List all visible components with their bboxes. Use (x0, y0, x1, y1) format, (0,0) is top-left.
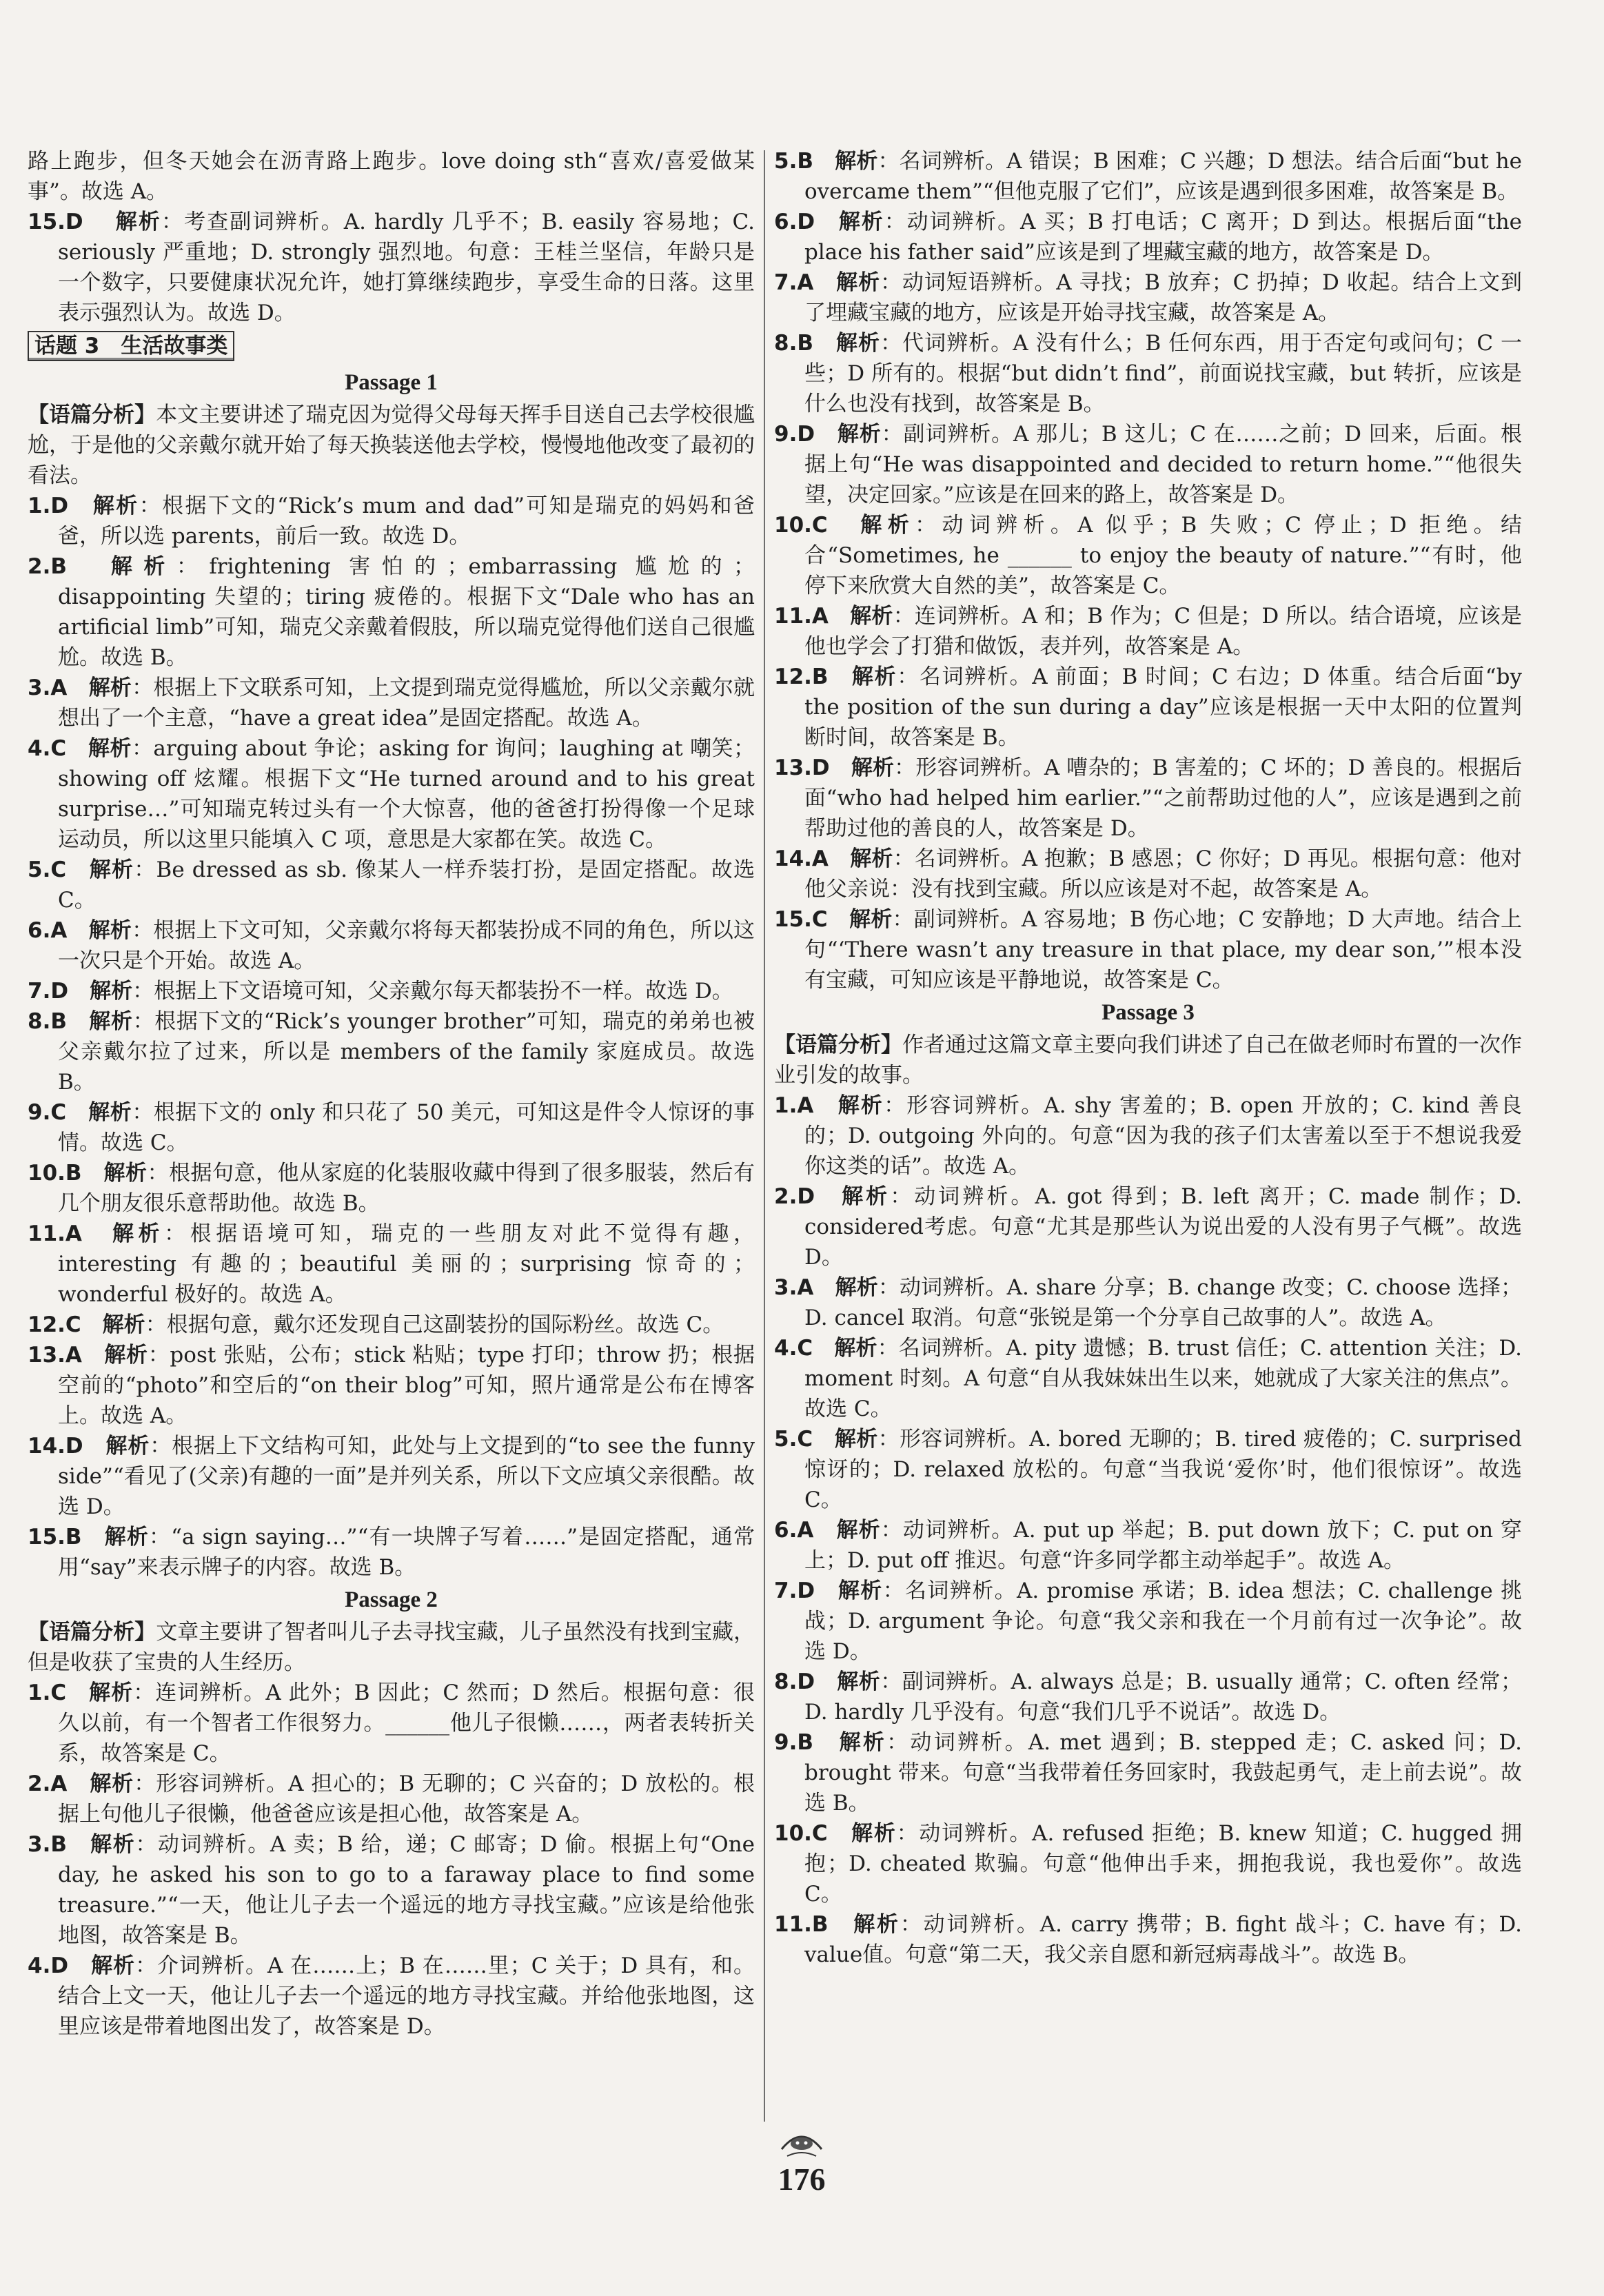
analysis-text: ：形容词辨析。A 嘈杂的；B 害羞的；C 坏的；D 善良的。根据后面“who had helped him earlier.”“之前帮助过他的人”，应该是遇到之前帮助过他的善良的人，故答案是 D。 (804, 755, 1523, 841)
analysis-label: 解析 (850, 846, 893, 871)
answer-item (28, 1431, 755, 1522)
answer-item (28, 855, 755, 915)
analysis-label: 解析 (851, 664, 897, 689)
answer-item (28, 1678, 755, 1769)
answer-item (28, 915, 755, 976)
analysis-text: ：根据下文的 only 和只花了 50 美元，可知这是件令人惊讶的事情。故选 C。 (58, 1100, 755, 1155)
analysis-body: 作者通过这篇文章主要向我们讲述了自己在做老师时布置的一次作业引发的故事。 (774, 1033, 1522, 1088)
item-number: 13.D (774, 755, 830, 780)
analysis-text: ：根据上下文联系可知，上文提到瑞克觉得尴尬，所以父亲戴尔就想出了一个主意，“have a great idea”是固定搭配。故选 A。 (58, 675, 755, 731)
item-number: 5.C (28, 857, 67, 882)
analysis-text: ：形容词辨析。A. shy 害羞的；B. open 开放的；C. kind 善良的；D. outgoing 外向的。句意“因为我的孩子们太害羞以至于不想说我爱你这类的话”。故选 A。 (804, 1093, 1522, 1179)
analysis-label: 解析 (104, 1525, 150, 1550)
analysis-label: 解析 (836, 270, 880, 295)
analysis-text: ：Be dressed as sb. 像某人一样乔装打扮，是固定搭配。故选 C。 (58, 857, 755, 913)
analysis-label: 解析 (834, 1336, 877, 1361)
analysis-text: ：动词辨析。A 似乎；B 失败；C 停止；D 拒绝。结合“Sometimes, he ______ to enjoy the beauty of nature.”“有时，他停下来欣赏大自然的美”，故答案是 C。 (804, 513, 1523, 598)
item-number: 6.D (774, 210, 815, 234)
answer-item (774, 1424, 1522, 1515)
answer-item (774, 601, 1522, 662)
analysis-label: 解析 (90, 1771, 134, 1796)
analysis-label: 解析 (91, 1953, 136, 1978)
passage-analysis (28, 400, 755, 491)
answer-item (774, 904, 1522, 995)
analysis-label: 解析 (88, 675, 132, 700)
analysis-label: 解析 (837, 1669, 881, 1694)
item-number: 2.D (774, 1184, 815, 1209)
analysis-text: ：根据上下文语境可知，父亲戴尔每天都装扮不一样。故选 D。 (132, 979, 733, 1004)
analysis-text: ：“a sign saying…”“有一块牌子写着……”是固定搭配，通常用“say”来表示牌子的内容。故选 B。 (58, 1525, 755, 1580)
answer-item (28, 976, 755, 1006)
item-number: 9.C (28, 1100, 67, 1125)
analysis-label: 解析 (90, 979, 133, 1004)
item-number: 8.B (28, 1009, 67, 1034)
analysis-label: 解析 (115, 210, 161, 234)
analysis-text: ：动词辨析。A 买；B 打电话；C 离开；D 到达。根据后面“the place his father said”应该是到了埋藏宝藏的地方，故答案是 D。 (804, 210, 1523, 265)
analysis-text: ：动词辨析。A. carry 携带；B. fight 战斗；C. have 有；D. value值。句意“第二天，我父亲自愿和新冠病毒战斗”。故选 B。 (804, 1912, 1523, 1967)
analysis-text: ：形容词辨析。A 担心的；B 无聊的；C 兴奋的；D 放松的。根据上句他儿子很懒，他爸爸应该是担心他，故答案是 A。 (58, 1771, 755, 1827)
item-number: 11.A (28, 1221, 82, 1246)
analysis-label: 解析 (102, 1312, 145, 1337)
analysis-text: ：arguing about 争论；asking for 询问；laughing at 嘲笑；showing off 炫耀。根据下文“He turned around and to his great surprise…”可知瑞克转过头有一个大惊喜，他的爸爸打扮得像一个足球运动员，所以这里只能填入 C 项，意思是大家都在笑。故选 C。 (58, 736, 755, 852)
mascot-icon (778, 2129, 826, 2159)
passage2-answers-continued (774, 146, 1522, 995)
item-number: 6.A (774, 1518, 814, 1543)
item-number: 1.A (774, 1093, 814, 1118)
passage2-answers (28, 1678, 755, 2042)
passage-title: Passage 3 (1102, 1000, 1195, 1025)
answer-item (28, 1097, 755, 1158)
analysis-body: 本文主要讲述了瑞克因为觉得父母每天挥手目送自己去学校很尴尬，于是他的父亲戴尔就开始了每天换装送他去学校，慢慢地他改变了最初的看法。 (28, 403, 755, 488)
analysis-label: 解析 (853, 1912, 900, 1937)
item-number: 14.D (28, 1434, 83, 1459)
analysis-label: 解析 (837, 422, 882, 447)
analysis-text: ：动词辨析。A. got 得到；B. left 离开；C. made 制作；D. considered考虑。句意“尤其是那些认为说出爱的人没有男子气概”。故选 D。 (804, 1184, 1523, 1270)
answer-item (774, 753, 1522, 844)
answer-item (28, 673, 755, 733)
answer-item (28, 1006, 755, 1097)
item-number: 8.B (774, 331, 813, 356)
item-number: 10.C (774, 513, 828, 538)
passage-title: Passage 2 (345, 1587, 438, 1612)
answer-item (774, 419, 1522, 510)
analysis-label: 解析 (88, 918, 132, 943)
answer-item (774, 1576, 1522, 1667)
analysis-text: ：根据下文的“Rick’s younger brother”可知，瑞克的弟弟也被父亲戴尔拉了过来，所以是 members of the family 家庭成员。故选 B。 (58, 1009, 755, 1095)
analysis-text: ：副词辨析。A 容易地；B 伤心地；C 安静地；D 大声地。结合上句“‘There wasn’t any treasure in that place, my dear son,’”根本没有宝藏，可知应该是平静地说，故答案是 C。 (804, 907, 1523, 993)
analysis-text: ：根据句意，戴尔还发现自己这副装扮的国际粉丝。故选 C。 (145, 1312, 724, 1337)
item-number: 9.D (774, 422, 815, 447)
item-number: 15.C (774, 907, 828, 932)
item-number: 12.B (774, 664, 829, 689)
item-number: 3.A (28, 675, 68, 700)
column-divider (764, 150, 765, 2122)
analysis-text: ：名词辨析。A. pity 遗憾；B. trust 信任；C. attention 关注；D. moment 时刻。A 句意“自从我妹妹出生以来，她就成了大家关注的焦点”。故选 C。 (804, 1336, 1523, 1421)
item-number: 2.B (28, 554, 67, 579)
analysis-text: ：动词短语辨析。A 寻找；B 放弃；C 扔掉；D 收起。结合上文到了埋藏宝藏的地方，应该是开始寻找宝藏，故答案是 A。 (804, 270, 1522, 325)
item-number: 9.B (774, 1730, 813, 1755)
analysis-label: 解析 (110, 554, 176, 579)
answer-item (28, 1340, 755, 1431)
analysis-label: 解析 (89, 857, 134, 882)
answer-item (774, 662, 1522, 753)
analysis-label: 解析 (860, 513, 915, 538)
answer-item (28, 1158, 755, 1219)
analysis-label: 解析 (112, 1221, 165, 1246)
passage-analysis (774, 1030, 1522, 1090)
answer-item (774, 1818, 1522, 1909)
analysis-text: ：动词辨析。A. share 分享；B. change 改变；C. choose 选择；D. cancel 取消。句意“张锐是第一个分享自己故事的人”。故选 A。 (804, 1275, 1523, 1330)
page-number: 176 (778, 2162, 826, 2197)
answer-item (28, 733, 755, 855)
analysis-label: 解析 (103, 1161, 148, 1186)
analysis-text: ：介词辨析。A 在……上；B 在……里；C 关于；D 具有，和。结合上文一天，他让儿子去一个遥远的地方寻找宝藏。并给他张地图，这里应该是带着地图出发了，故答案是 D。 (58, 1953, 755, 2039)
answer-item (774, 1090, 1522, 1181)
item-number: 14.A (774, 846, 829, 871)
answer-item (28, 1310, 755, 1340)
item-number: 7.A (774, 270, 814, 295)
item-number: 5.C (774, 1427, 813, 1452)
item-number: 1.C (28, 1680, 67, 1705)
analysis-label: 解析 (839, 1730, 887, 1755)
analysis-body: 文章主要讲了智者叫儿子去寻找宝藏，儿子虽然没有找到宝藏，但是收获了宝贵的人生经历。 (28, 1620, 755, 1675)
item-number: 7.D (774, 1578, 815, 1603)
passage1-answers (28, 491, 755, 1583)
analysis-text: ：动词辨析。A. put up 举起；B. put down 放下；C. put on 穿上；D. put off 推迟。句意“许多同学都主动举起手”。故选 A。 (804, 1518, 1523, 1573)
answer-item (774, 844, 1522, 904)
analysis-text: ：名词辨析。A. promise 承诺；B. idea 想法；C. challenge 挑战；D. argument 争论。句意“我父亲和我在一个月前有过一次争论”。故选 D。 (804, 1578, 1522, 1664)
answer-item (774, 1727, 1522, 1818)
analysis-label: 解析 (835, 1275, 878, 1300)
analysis-label: 解析 (836, 1518, 881, 1543)
item-number: 1.D (28, 494, 69, 518)
analysis-label: 解析 (837, 1578, 883, 1603)
item-number: 11.B (774, 1912, 829, 1937)
analysis-text: ：副词辨析。A. always 总是；B. usually 通常；C. often 经常；D. hardly 几乎没有。句意“我们几乎不说话”。故选 D。 (804, 1669, 1522, 1725)
item-number: 3.A (774, 1275, 814, 1300)
analysis-text: ：连词辨析。A 和；B 作为；C 但是；D 所以。结合语境，应该是他也学会了打猎和做饭，表并列，故答案是 A。 (804, 604, 1523, 659)
analysis-text: ：根据上下文可知，父亲戴尔将每天都装扮成不同的角色，所以这一次只是个开始。故选 A。 (58, 918, 755, 973)
item-number: 15.D (28, 210, 83, 234)
answer-item (774, 146, 1522, 207)
item-number: 11.A (774, 604, 829, 629)
analysis-label: 解析 (105, 1434, 150, 1459)
left-column (28, 146, 755, 2042)
item-number: 8.D (774, 1669, 815, 1694)
item-number: 4.D (28, 1953, 69, 1978)
analysis-label: 解析 (842, 1184, 891, 1209)
analysis-text: ：名词辨析。A 抱歉；B 感恩；C 你好；D 再见。根据句意：他对他父亲说：没有找到宝藏。所以应该是对不起，故答案是 A。 (804, 846, 1523, 902)
item-number: 3.B (28, 1832, 67, 1857)
analysis-label: 解析 (835, 149, 878, 174)
answer-item (28, 207, 755, 328)
analysis-label: 解析 (88, 736, 132, 761)
item-number: 12.C (28, 1312, 81, 1337)
analysis-tag: 【语篇分析】 (28, 403, 156, 427)
analysis-text: ：动词辨析。A. refused 拒绝；B. knew 知道；C. hugged 拥抱；D. cheated 欺骗。句意“他伸出手来，拥抱我说，我也爱你”。故选 C。 (804, 1821, 1523, 1907)
analysis-text: ：post 张贴，公布；stick 粘贴；type 打印；throw 扔；根据空前的“photo”和空后的“on their blog”可知，照片通常是公布在博客上。故选 A。 (58, 1343, 755, 1428)
answer-item (28, 551, 755, 673)
item-number: 13.A (28, 1343, 82, 1368)
analysis-label: 解析 (92, 494, 139, 518)
item-number: 15.B (28, 1525, 82, 1550)
item-number: 10.C (774, 1821, 828, 1846)
analysis-text: ：连词辨析。A 此外；B 因此；C 然而；D 然后。根据句意：很久以前，有一个智者工作很努力。______他儿子很懒……，两者表转折关系，故答案是 C。 (58, 1680, 755, 1766)
item-number: 5.B (774, 149, 813, 174)
analysis-text: ：名词辨析。A 错误；B 困难；C 兴趣；D 想法。结合后面“but he overcame them”“但他克服了它们”，应该是遇到很多困难，故答案是 B。 (804, 149, 1523, 204)
analysis-text: ：动词辨析。A. met 遇到；B. stepped 走；C. asked 问；D. brought 带来。句意“当我带着任务回家时，我鼓起勇气，走上前去说”。故选 B。 (804, 1730, 1522, 1816)
answer-item (774, 1667, 1522, 1727)
answer-item (774, 1181, 1522, 1272)
answer-item (774, 207, 1522, 267)
analysis-label: 解析 (836, 331, 881, 356)
analysis-label: 解析 (850, 604, 893, 629)
answer-item (774, 1333, 1522, 1424)
answer-item (774, 1515, 1522, 1576)
answer-item (774, 267, 1522, 328)
item-number: 6.A (28, 918, 68, 943)
analysis-tag: 【语篇分析】 (774, 1033, 902, 1057)
analysis-label: 解析 (851, 1821, 897, 1846)
analysis-text: ：根据下文的“Rick’s mum and dad”可知是瑞克的妈妈和爸爸，所以选 parents，前后一致。故选 D。 (58, 494, 755, 549)
topic-heading: 话题 3 生活故事类 (28, 331, 234, 361)
continuation-text: 路上跑步，但冬天她会在沥青路上跑步。love doing sth“喜欢/喜爱做某事”。故选 A。 (28, 149, 755, 204)
analysis-text: ：副词辨析。A 那儿；B 这儿；C 在……之前；D 回来，后面。根据上句“He was disappointed and decided to return home.”“他很失望，决定回家。”应该是在回来的路上，故答案是 D。 (804, 422, 1523, 507)
analysis-label: 解析 (90, 1832, 136, 1857)
analysis-tag: 【语篇分析】 (28, 1620, 156, 1645)
answer-item (28, 1769, 755, 1829)
analysis-label: 解析 (88, 1100, 132, 1125)
answer-item (28, 1522, 755, 1583)
right-column (774, 146, 1522, 1970)
passage-analysis (28, 1617, 755, 1678)
analysis-label: 解析 (89, 1680, 134, 1705)
item-number: 4.C (28, 736, 67, 761)
answer-item (774, 1272, 1522, 1333)
analysis-label: 解析 (838, 210, 884, 234)
item-number: 10.B (28, 1161, 82, 1186)
analysis-text: ：考查副词辨析。A. hardly 几乎不；B. easily 容易地；C. seriously 严重地；D. strongly 强烈地。句意：王桂兰坚信，年龄只是一个数字，只要健康状况允许，她打算继续跑步，享受生命的日落。这里表示强烈认为。故选 D。 (58, 210, 755, 325)
answer-item (774, 328, 1522, 419)
analysis-label: 解析 (837, 1093, 884, 1118)
analysis-text: ：根据句意，他从家庭的化装服收藏中得到了很多服装，然后有几个朋友很乐意帮助他。故选 B。 (58, 1161, 755, 1216)
analysis-label: 解析 (89, 1009, 133, 1034)
item-number: 7.D (28, 979, 69, 1004)
analysis-text: ：根据语境可知，瑞克的一些朋友对此不觉得有趣，interesting 有趣的；beautiful 美丽的；surprising 惊奇的；wonderful 极好的。故选 A。 (58, 1221, 755, 1307)
answer-item (774, 1909, 1522, 1970)
analysis-label: 解析 (851, 755, 895, 780)
answer-item (774, 510, 1522, 601)
analysis-label: 解析 (849, 907, 893, 932)
answer-item (28, 1219, 755, 1310)
analysis-text: ：形容词辨析。A. bored 无聊的；B. tired 疲倦的；C. surprised 惊讶的；D. relaxed 放松的。句意“当我说‘爱你’时，他们很惊讶”。故选 C。 (804, 1427, 1523, 1512)
analysis-text: ：代词辨析。A 没有什么；B 任何东西，用于否定句或问句；C 一些；D 所有的。根据“but didn’t find”，前面说找宝藏，but 转折，应该是什么也没有找到，故答案是 B。 (804, 331, 1523, 416)
analysis-label: 解析 (834, 1427, 878, 1452)
answer-item (28, 1951, 755, 2042)
analysis-text: ：动词辨析。A 卖；B 给，递；C 邮寄；D 偷。根据上句“One day, he asked his son to go to a faraway place to find some treasure.”“一天，他让儿子去一个遥远的地方寻找宝藏。”应该是给他张地图，故答案是 B。 (58, 1832, 755, 1948)
answer-item (28, 1829, 755, 1951)
analysis-text: ：frightening 害怕的；embarrassing 尴尬的；disappointing 失望的；tiring 疲倦的。根据下文“Dale who has an artificial limb”可知，瑞克父亲戴着假肢，所以瑞克觉得他们送自己很尴尬。故选 B。 (58, 554, 755, 670)
analysis-label: 解析 (104, 1343, 148, 1368)
passage-title: Passage 1 (345, 370, 438, 395)
item-number: 2.A (28, 1771, 68, 1796)
analysis-text: ：名词辨析。A 前面；B 时间；C 右边；D 体重。结合后面“by the position of the sun during a day”应该是根据一天中太阳的位置判断时间，故答案是 B。 (804, 664, 1522, 750)
passage3-answers (774, 1090, 1522, 1970)
item-number: 4.C (774, 1336, 813, 1361)
answer-item (28, 491, 755, 551)
analysis-text: ：根据上下文结构可知，此处与上文提到的“to see the funny side”“看见了(父亲)有趣的一面”是并列关系，所以下文应填父亲很酷。故选 D。 (58, 1434, 755, 1519)
